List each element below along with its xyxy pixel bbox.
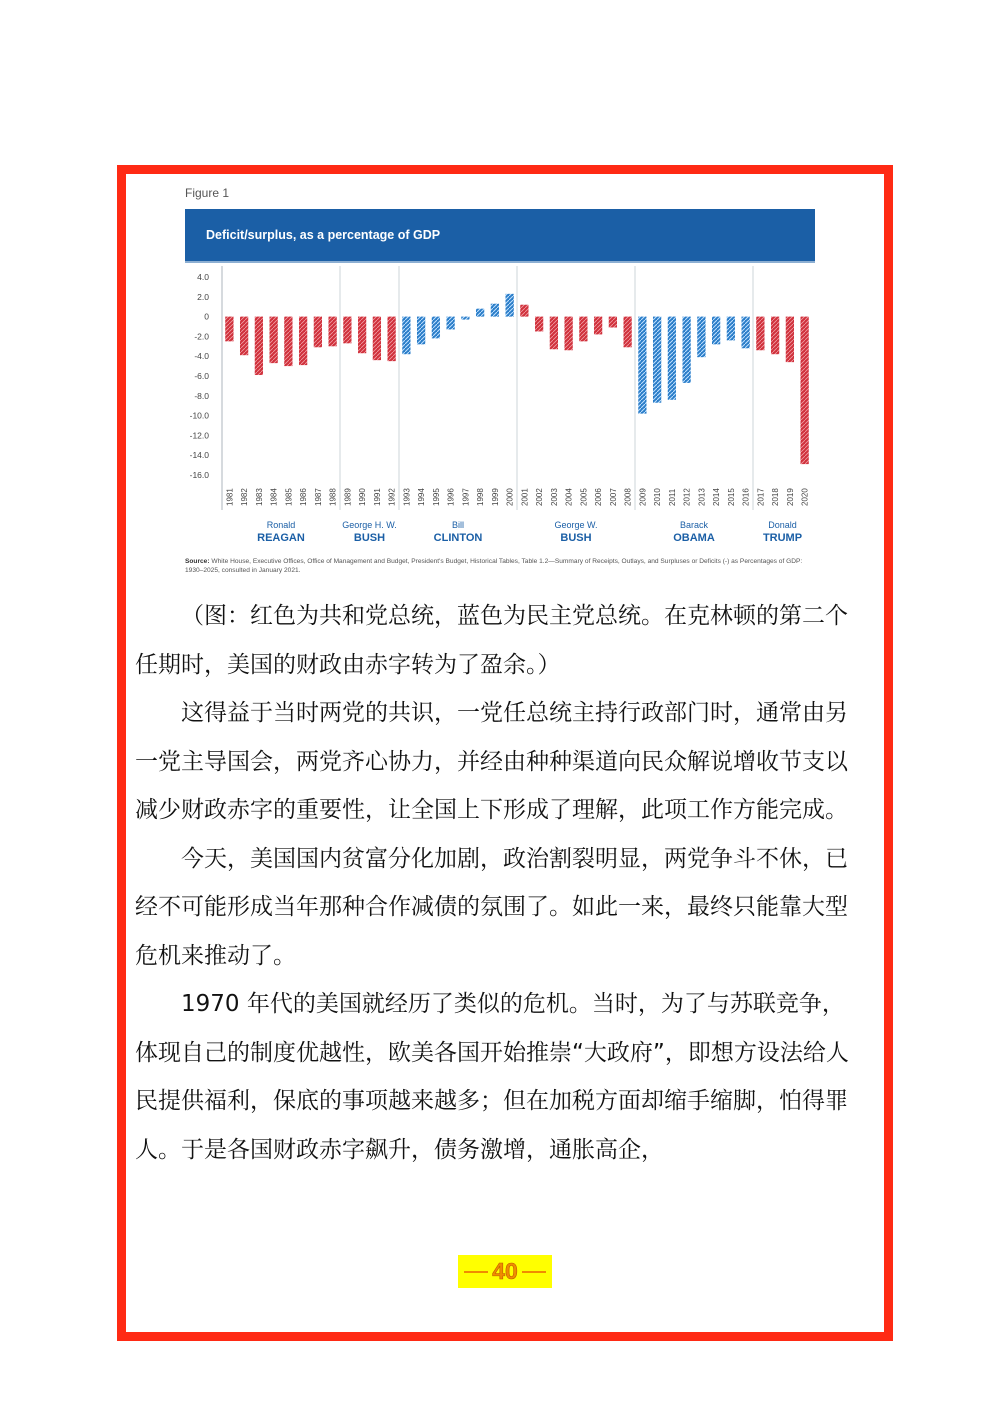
figure-label: Figure 1 — [185, 186, 230, 200]
bar-1988 — [328, 317, 336, 347]
y-tick-label: -12.0 — [189, 430, 209, 441]
x-tick-label: 1983 — [254, 488, 264, 506]
y-tick-label: -14.0 — [189, 450, 209, 461]
y-tick-label: -16.0 — [189, 470, 209, 480]
page-number: 40 — [492, 1258, 518, 1284]
x-tick-label: 2005 — [579, 488, 589, 506]
x-tick-label: 1999 — [490, 488, 500, 506]
bar-2012 — [682, 317, 690, 383]
bar-1999 — [491, 304, 499, 317]
bar-2018 — [771, 317, 779, 355]
paragraph: 今天，美国国内贫富分化加剧，政治割裂明显，两党争斗不休，已经不可能形成当年那种合作减债的氛围了。如此一来，最终只能靠大型危机来推动了。 — [135, 845, 848, 969]
bar-2009 — [638, 317, 646, 414]
bar-1990 — [358, 317, 366, 354]
president-last-name: TRUMP — [762, 532, 803, 544]
figure-caption-paragraph: （图：红色为共和党总统，蓝色为民主党总统。在克林顿的第二个任期时，美国的财政由赤字转为了盈余。） — [135, 603, 848, 678]
bar-2020 — [800, 317, 808, 465]
president-first-name: Ronald — [266, 520, 296, 530]
bar-2013 — [697, 317, 705, 358]
x-tick-label: 1994 — [417, 488, 427, 506]
figure-title: Deficit/surplus, as a percentage of GDP — [206, 228, 441, 242]
x-tick-label: 2007 — [608, 488, 618, 506]
x-tick-label: 2002 — [535, 488, 545, 506]
bar-1995 — [432, 317, 440, 339]
x-tick-label: 1996 — [446, 488, 456, 506]
president-first-name: George W. — [554, 520, 598, 530]
x-tick-label: 2016 — [741, 488, 751, 506]
x-tick-label: 2006 — [594, 488, 604, 506]
bar-2004 — [564, 317, 572, 351]
y-tick-label: -6.0 — [194, 371, 209, 381]
bar-2006 — [594, 317, 602, 335]
figure-source-prefix: Source: — [185, 558, 210, 565]
bar-1996 — [446, 317, 454, 330]
x-tick-label: 1984 — [269, 488, 279, 506]
x-tick-label: 1991 — [372, 488, 382, 506]
x-tick-label: 1982 — [240, 488, 250, 506]
x-tick-label: 1992 — [387, 488, 397, 506]
bar-1997 — [461, 317, 469, 320]
president-last-name: BUSH — [560, 532, 592, 544]
deficit-chart — [185, 180, 817, 556]
y-tick-label: 4.0 — [197, 272, 209, 282]
x-tick-label: 1997 — [461, 488, 471, 506]
x-tick-label: 2017 — [756, 488, 766, 506]
bar-2002 — [535, 317, 543, 332]
bar-1981 — [225, 317, 233, 342]
dash-left-decoration — [464, 1271, 488, 1273]
paragraph: 这得益于当时两党的共识，一党任总统主持行政部门时，通常由另一党主导国会，两党齐心协力，并经由种种渠道向民众解说增收节支以减少财政赤字的重要性，让全国上下形成了理解，此项工作方能完成。 — [135, 700, 848, 823]
x-tick-label: 1990 — [358, 488, 368, 506]
x-tick-label: 1995 — [431, 488, 441, 506]
x-tick-label: 2011 — [667, 488, 677, 506]
bar-1989 — [343, 317, 351, 344]
x-tick-label: 2003 — [549, 488, 559, 506]
bar-2001 — [520, 305, 528, 317]
president-last-name: REAGAN — [257, 532, 305, 544]
president-first-name: Bill — [451, 520, 465, 530]
x-tick-label: 1989 — [343, 488, 353, 506]
figure-source-text: White House, Executive Offices, Office of Management and Budget, President's Budget, Historical Tables, Table 1.2—Summary of Receipts, Outlays, and Surpluses or Deficits (-) as Percentages of GDP: 1930–2025, consulted in January 2021. — [185, 558, 803, 574]
x-tick-label: 2013 — [697, 488, 707, 506]
x-tick-label: 2001 — [520, 488, 530, 506]
x-tick-label: 2018 — [771, 488, 781, 506]
bar-2017 — [756, 317, 764, 351]
bar-2003 — [550, 317, 558, 350]
x-tick-label: 2020 — [800, 488, 810, 506]
bar-2000 — [505, 294, 513, 317]
x-tick-label: 1986 — [299, 488, 309, 506]
bar-2015 — [727, 317, 735, 341]
y-tick-label: 2.0 — [197, 291, 209, 302]
bar-1982 — [240, 317, 248, 356]
bar-1983 — [255, 317, 263, 375]
x-tick-label: 1987 — [313, 488, 323, 506]
president-first-name: George H. W. — [342, 520, 397, 530]
bar-1992 — [387, 317, 395, 362]
x-tick-label: 2008 — [623, 488, 633, 506]
president-last-name: CLINTON — [433, 532, 483, 544]
page-number-badge — [458, 1255, 552, 1288]
bar-1987 — [314, 317, 322, 348]
bar-2008 — [623, 317, 631, 348]
president-first-name: Donald — [768, 520, 797, 530]
bar-2016 — [741, 317, 749, 349]
x-tick-label: 2004 — [564, 488, 574, 506]
bar-1985 — [284, 317, 292, 367]
bar-1994 — [417, 317, 425, 345]
y-tick-label: 0 — [204, 311, 209, 322]
bar-2014 — [712, 317, 720, 345]
body-text — [135, 592, 867, 1174]
figure-source — [185, 557, 815, 575]
y-tick-label: -2.0 — [194, 331, 209, 342]
bar-2005 — [579, 317, 587, 342]
dash-right-decoration — [522, 1271, 546, 1273]
x-tick-label: 1981 — [225, 488, 235, 506]
x-tick-label: 1988 — [328, 488, 338, 506]
bar-2011 — [668, 317, 676, 400]
x-tick-label: 1985 — [284, 488, 294, 506]
y-tick-label: -8.0 — [194, 390, 209, 401]
x-tick-label: 2010 — [653, 488, 663, 506]
x-tick-label: 2015 — [726, 488, 736, 506]
y-tick-label: -10.0 — [189, 410, 209, 421]
x-tick-label: 2012 — [682, 488, 692, 506]
bar-1984 — [269, 317, 277, 364]
president-last-name: BUSH — [353, 532, 386, 544]
bar-2007 — [609, 317, 617, 328]
president-first-name: Barack — [679, 520, 709, 530]
bar-2010 — [653, 317, 661, 403]
x-tick-label: 2000 — [505, 488, 515, 506]
bar-1991 — [373, 317, 381, 361]
bar-1986 — [299, 317, 307, 366]
x-tick-label: 2014 — [712, 488, 722, 506]
bar-2019 — [786, 317, 794, 363]
figure — [185, 180, 817, 580]
bar-1998 — [476, 309, 484, 317]
x-tick-label: 2009 — [638, 488, 648, 506]
x-tick-label: 2019 — [785, 488, 795, 506]
president-last-name: OBAMA — [673, 532, 715, 544]
x-tick-label: 1998 — [476, 488, 486, 506]
paragraph: 1970 年代的美国就经历了类似的危机。当时，为了与苏联竞争，体现自己的制度优越性，欧美各国开始推崇“大政府”，即想方设法给人民提供福利，保底的事项越来越多；但在加税方面却缩手缩脚，怕得罪人。于是各国财政赤字飙升，债务激增，通胀高企， — [135, 991, 849, 1163]
x-tick-label: 1993 — [402, 488, 412, 506]
bar-1993 — [402, 317, 410, 355]
y-tick-label: -4.0 — [194, 351, 209, 362]
